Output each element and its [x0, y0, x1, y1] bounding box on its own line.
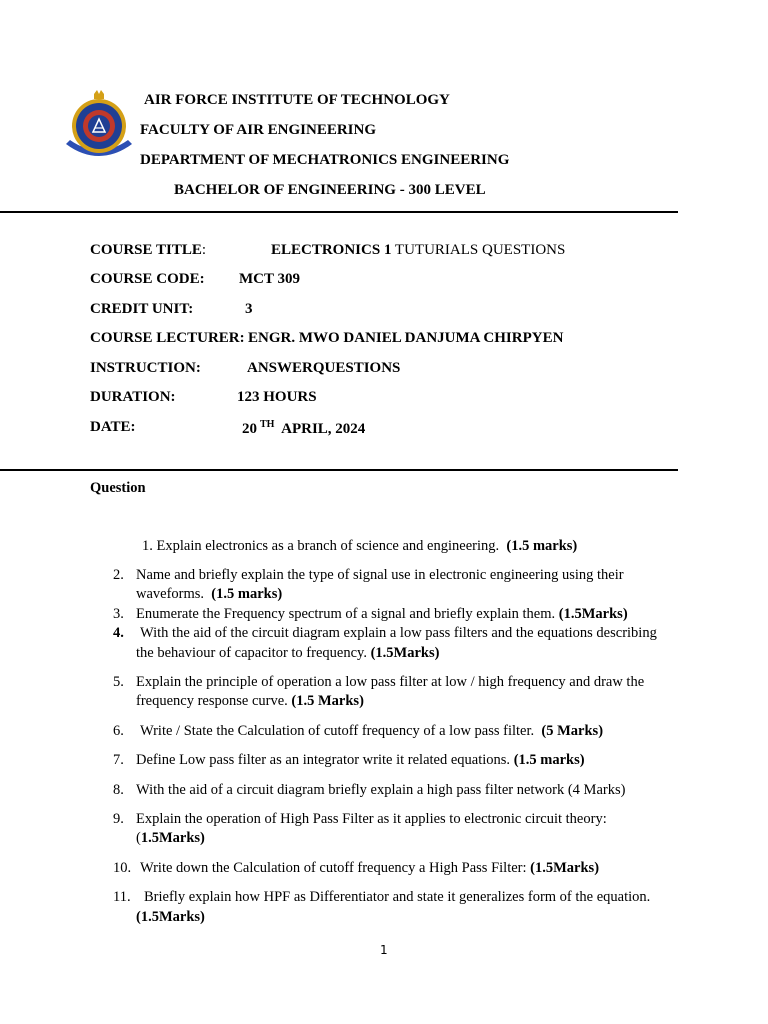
- question-2-line2: [136, 586, 282, 603]
- question-number-7: 7.: [113, 752, 124, 768]
- course-title-bold: ELECTRONICS 1: [271, 242, 392, 258]
- question-10: [140, 860, 599, 877]
- question-marks: (1.5Marks): [370, 645, 440, 661]
- course-title-rest: TUTURIALS QUESTIONS: [391, 242, 566, 258]
- question-number-8: 8.: [113, 782, 124, 798]
- question-number-3: 3.: [113, 606, 124, 622]
- question-2-line1: Name and briefly explain the type of signal use in electronic engineering using their: [136, 567, 624, 583]
- question-marks: (1.5 marks): [506, 538, 578, 554]
- date-day: 20: [242, 421, 257, 437]
- question-number-2: 2.: [113, 567, 124, 583]
- question-text: frequency response curve.: [136, 693, 288, 709]
- question-number-4: 4.: [113, 625, 124, 641]
- date-suffix: TH: [260, 419, 275, 430]
- question-marks: (1.5Marks): [530, 860, 600, 876]
- info-divider: [0, 469, 678, 471]
- course-lecturer-value: ENGR. MWO DANIEL DANJUMA CHIRPYEN: [248, 330, 564, 346]
- programme-level: BACHELOR OF ENGINEERING - 300 LEVEL: [174, 182, 486, 198]
- question-text: Enumerate the Frequency spectrum of a signal and briefly explain them.: [136, 606, 556, 622]
- date-label: DATE:: [90, 419, 136, 435]
- question-text: Write / State the Calculation of cutoff frequency of a low pass filter.: [140, 723, 535, 739]
- question-11-line2: [136, 909, 205, 926]
- question-paren: (: [136, 830, 141, 846]
- question-text: waveforms.: [136, 586, 205, 602]
- question-text: Define Low pass filter as an integrator write it related equations.: [136, 752, 511, 768]
- institute-name: AIR FORCE INSTITUTE OF TECHNOLOGY: [144, 92, 450, 108]
- instruction-value: ANSWERQUESTIONS: [247, 360, 401, 376]
- duration-label: DURATION:: [90, 389, 176, 405]
- credit-unit-value: 3: [245, 301, 253, 317]
- duration-value: 123 HOURS: [237, 389, 317, 405]
- question-number-6: 6.: [113, 723, 124, 739]
- question-5-line1: Explain the principle of operation a low pass filter at low / high frequency and draw the: [136, 674, 645, 690]
- credit-unit-label: CREDIT UNIT:: [90, 301, 194, 317]
- department-name: DEPARTMENT OF MECHATRONICS ENGINEERING: [140, 152, 510, 168]
- institute-crest-logo: [64, 90, 134, 162]
- question-1: [142, 538, 577, 555]
- question-text: Explain electronics as a branch of science and engineering.: [156, 538, 500, 554]
- section-title: Question: [90, 480, 146, 496]
- header-divider: [0, 211, 678, 213]
- question-4-line1: With the aid of the circuit diagram explain a low pass filters and the equations describing: [140, 625, 657, 641]
- question-marks: 1.5Marks): [140, 830, 205, 846]
- question-11-line1: Briefly explain how HPF as Differentiator and state it generalizes form of the equation.: [144, 889, 651, 905]
- course-title-colon: :: [201, 242, 207, 258]
- course-code-value: MCT 309: [239, 271, 300, 287]
- course-title-label-text: COURSE TITLE: [90, 242, 202, 258]
- question-number-11: 11.: [113, 889, 131, 905]
- question-3: [136, 606, 628, 623]
- course-title-value: [271, 242, 565, 259]
- question-4-line2: [136, 645, 439, 662]
- question-text: the behaviour of capacitor to frequency.: [136, 645, 367, 661]
- question-number-10: 10.: [113, 860, 132, 876]
- question-marks: (5 Marks): [541, 723, 604, 739]
- question-7: [136, 752, 585, 769]
- course-code-label: COURSE CODE:: [90, 271, 205, 287]
- question-marks: (1.5 marks): [211, 586, 283, 602]
- question-marks: (1.5Marks): [136, 909, 205, 925]
- question-text: Write down the Calculation of cutoff frequency a High Pass Filter:: [140, 860, 527, 876]
- question-5-line2: [136, 693, 364, 710]
- question-8: With the aid of a circuit diagram briefly explain a high pass filter network (4 Marks): [136, 782, 626, 798]
- question-marks: (1.5 marks): [513, 752, 585, 768]
- page-number: 1: [380, 943, 388, 957]
- instruction-label: INSTRUCTION:: [90, 360, 201, 376]
- faculty-name: FACULTY OF AIR ENGINEERING: [140, 122, 377, 138]
- question-marks: (1.5Marks): [558, 606, 628, 622]
- course-lecturer-label: COURSE LECTURER:: [90, 330, 245, 346]
- question-9-line1: Explain the operation of High Pass Filter as it applies to electronic circuit theory:: [136, 811, 607, 827]
- question-number-5: 5.: [113, 674, 124, 690]
- question-number: 1.: [142, 538, 153, 554]
- date-value: [242, 419, 365, 438]
- question-6: [140, 723, 603, 740]
- question-number-9: 9.: [113, 811, 124, 827]
- date-month-year: APRIL, 2024: [281, 421, 366, 437]
- course-title-label: [90, 242, 206, 259]
- question-9-line2: [136, 830, 205, 847]
- question-marks: (1.5 Marks): [291, 693, 364, 709]
